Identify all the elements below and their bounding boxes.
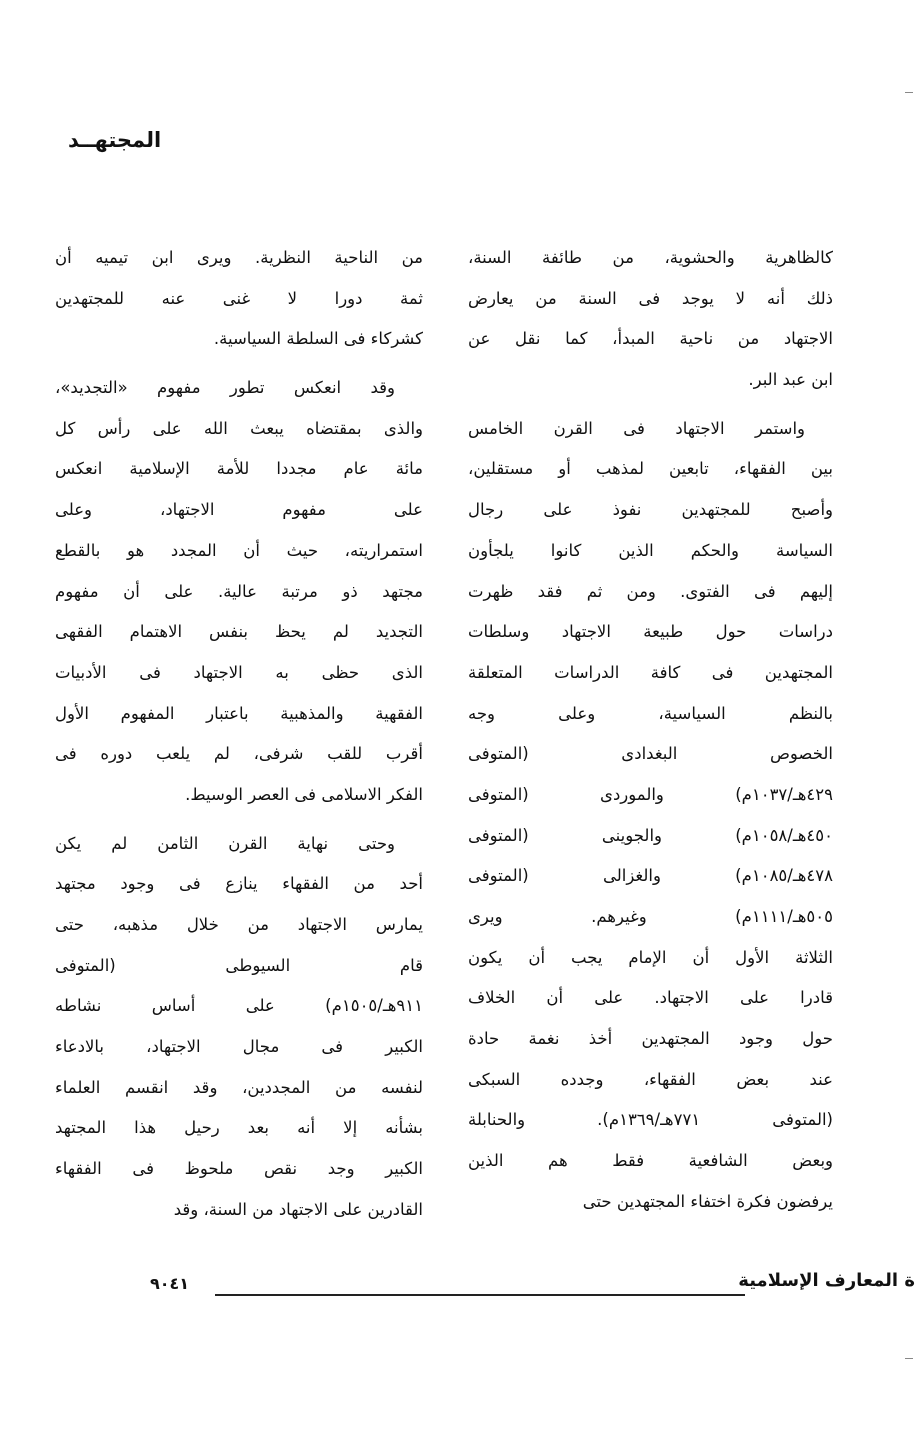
text-line: الخصوص البغدادى (المتوفى xyxy=(468,744,833,764)
text-line: على مفهوم الاجتهاد، وعلى xyxy=(55,500,423,520)
paragraph xyxy=(55,238,423,360)
left-text-column xyxy=(55,238,423,1231)
text-line: وبعض الشافعية فقط هم الذين xyxy=(468,1151,833,1171)
paragraph xyxy=(468,409,833,1223)
text-line: قادرا على الاجتهاد. على أن الخلاف xyxy=(468,988,833,1008)
text-line: إليهم فى الفتوى. ومن ثم فقد ظهرت xyxy=(468,581,833,601)
text-line: دراسات حول طبيعة الاجتهاد وسلطات xyxy=(468,622,833,642)
text-line: وحتى نهاية القرن الثامن لم يكن xyxy=(55,833,395,853)
text-line: قام السيوطى (المتوفى xyxy=(55,955,423,975)
paragraph xyxy=(55,368,423,816)
text-line: الفقهية والمذهبية باعتبار المفهوم الأول xyxy=(55,703,423,723)
text-line: الذى حظى به الاجتهاد فى الأدبيات xyxy=(55,662,423,682)
paragraph xyxy=(468,238,833,401)
text-line: الكبير وجد نقص ملحوظ فى الفقهاء xyxy=(55,1159,423,1179)
text-line: الاجتهاد من ناحية المبدأ، كما نقل عن xyxy=(468,329,833,349)
text-line: وأصبح للمجتهدين نفوذ على رجال xyxy=(468,500,833,520)
margin-mark xyxy=(905,92,913,93)
text-line: كالظاهرية والحشوية، من طائفة السنة، xyxy=(468,248,833,267)
text-line: الثلاثة الأول أن الإمام يجب أن يكون xyxy=(468,947,833,967)
text-line: التجديد لم يحظ بنفس الاهتمام الفقهى xyxy=(55,622,423,642)
text-line: ٤٥٠هـ/١٠٥٨م) والجوينى (المتوفى xyxy=(468,825,833,845)
text-line: الكبير فى مجال الاجتهاد، بالادعاء xyxy=(55,1037,423,1057)
footer-rule xyxy=(215,1294,745,1296)
text-line: ٩١١هـ/١٥٠٥م) على أساس نشاطه xyxy=(55,996,423,1016)
text-line: ذلك أنه لا يوجد فى السنة من يعارض xyxy=(468,288,833,308)
text-line: عند بعض الفقهاء، وجدده السبكى xyxy=(468,1069,833,1089)
text-line: حول وجود المجتهدين أخذ نغمة حادة xyxy=(468,1029,833,1049)
text-line: (المتوفى ٧٧١هـ/١٣٦٩م). والحنابلة xyxy=(468,1110,833,1130)
text-line: السياسة والحكم الذين كانوا يلجأون xyxy=(468,540,833,560)
text-line: بشأنه إلا أنه بعد رحيل هذا المجتهد xyxy=(55,1118,423,1138)
text-line: وقد انعكس تطور مفهوم «التجديد»، xyxy=(55,378,395,398)
text-line: ابن عبد البر. xyxy=(748,370,833,390)
text-line: بين الفقهاء، تابعين لمذهب أو مستقلين، xyxy=(468,459,833,479)
text-line: من الناحية النظرية. ويرى ابن تيميه أن xyxy=(55,248,423,267)
right-text-column xyxy=(468,238,833,1223)
text-line: والذى بمقتضاه يبعث الله على رأس كل xyxy=(55,418,423,438)
text-line: ٥٠٥هـ/١١١١م) وغيرهم. ويرى xyxy=(468,907,833,926)
text-line: بالنظم السياسية، وعلى وجه xyxy=(468,703,833,723)
text-line: المجتهدين فى كافة الدراسات المتعلقة xyxy=(468,662,833,682)
text-line: ٤٧٨هـ/١٠٨٥م) والغزالى (المتوفى xyxy=(468,866,833,886)
text-line: يمارس الاجتهاد من خلال مذهبه، حتى xyxy=(55,915,423,934)
text-line: استمراريته، حيث أن المجدد هو بالقطع xyxy=(55,540,423,560)
text-line: مجتهد ذو مرتبة عالية. على أن مفهوم xyxy=(55,581,423,601)
text-line: أقرب للقب شرفى، لم يلعب دوره فى xyxy=(55,744,423,764)
paragraph-gap xyxy=(55,360,423,368)
margin-mark xyxy=(905,1358,913,1359)
text-line: ثمة دورا لا غنى عنه للمجتهدين xyxy=(55,288,423,308)
text-line: لنفسه من المجددين، وقد انقسم العلماء xyxy=(55,1077,423,1097)
paragraph-gap xyxy=(468,401,833,409)
text-line: كشركاء فى السلطة السياسية. xyxy=(213,329,423,349)
paragraph xyxy=(55,824,423,1231)
running-header-title: المجتهــد xyxy=(68,128,162,152)
text-line: ٤٢٩هـ/١٠٣٧م) والموردى (المتوفى xyxy=(468,784,833,804)
text-line: مائة عام مجددا للأمة الإسلامية انعكس xyxy=(55,459,423,479)
text-line: القادرين على الاجتهاد من السنة، وقد xyxy=(173,1199,423,1219)
page-number: ٩٠٤١ xyxy=(150,1274,190,1293)
paragraph-gap xyxy=(55,816,423,824)
footer-publication-title: ة المعارف الإسلامية xyxy=(738,1270,915,1291)
text-line: الفكر الاسلامى فى العصر الوسيط. xyxy=(185,784,423,804)
text-line: أحد من الفقهاء ينازع فى وجود مجتهد xyxy=(55,874,423,894)
text-line: واستمر الاجتهاد فى القرن الخامس xyxy=(468,418,805,438)
text-line: يرفضون فكرة اختفاء المجتهدين حتى xyxy=(582,1191,833,1211)
